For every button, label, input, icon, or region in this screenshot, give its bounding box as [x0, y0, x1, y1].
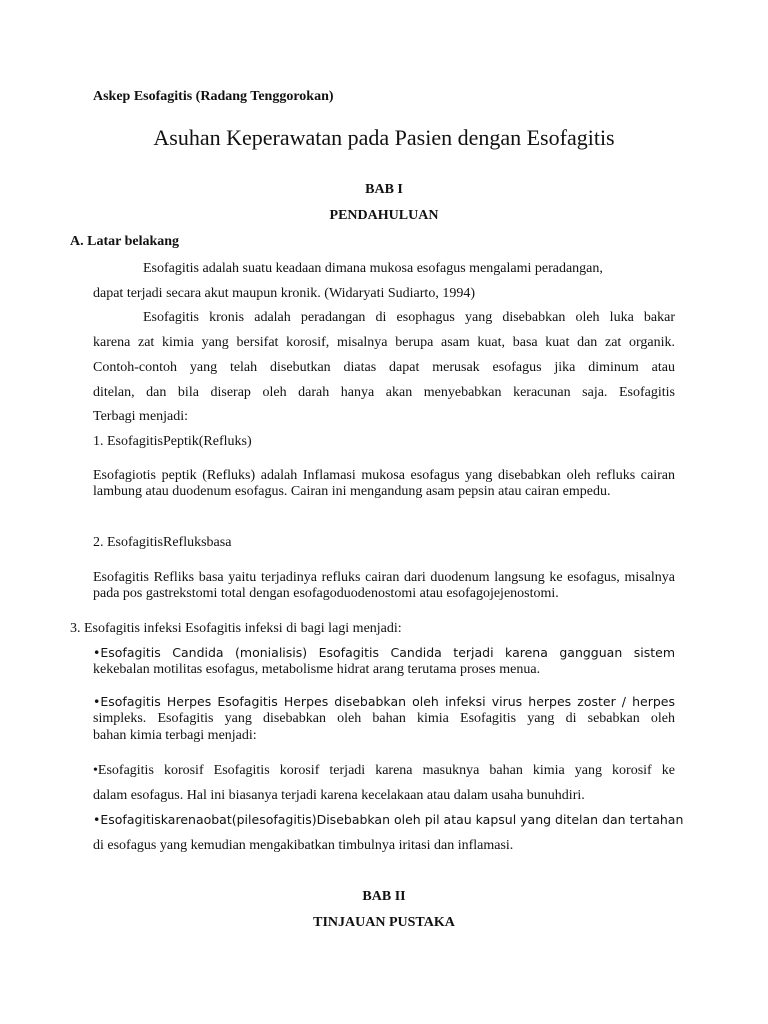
- list-item-heading: 1. EsofagitisPeptik(Refluks): [93, 434, 252, 449]
- chapter-number: BAB I: [365, 182, 403, 197]
- chapter-title: PENDAHULUAN: [329, 208, 439, 223]
- bullet-line: bahan kimia terbagi menjadi:: [93, 728, 257, 743]
- paragraph-line: Esofagitis adalah suatu keadaan dimana mukosa esofagus mengalami peradangan,: [143, 261, 603, 276]
- bullet-line: •Esofagitiskarenaobat(pilesofagitis)Disebabkan oleh pil atau kapsul yang ditelan dan tertahan: [93, 812, 684, 827]
- bullet-line: kekebalan motilitas esofagus, metabolisme hidrat arang terutama proses menua.: [93, 662, 541, 677]
- bullet-line: •Esofagitis Herpes Esofagitis Herpes disebabkan oleh infeksi virus herpes zoster / herpes: [93, 694, 675, 709]
- list-item-text: Esofagiotis peptik (Refluks) adalah Inflamasi mukosa esofagus yang disebabkan oleh refluks cairan lambung atau duodenum esofagus. Cairan ini mengandung asam pepsin atau cairan empedu.: [93, 468, 675, 499]
- bullet-line: simpleks. Esofagitis yang disebabkan oleh bahan kimia Esofagitis yang di sebabkan oleh: [93, 711, 675, 726]
- bullet-line: •Esofagitis Candida (monialisis) Esofagitis Candida terjadi karena gangguan sistem: [93, 645, 675, 660]
- paragraph-line: dapat terjadi secara akut maupun kronik. (Widaryati Sudiarto, 1994): [93, 286, 475, 301]
- document-title: Asuhan Keperawatan pada Pasien dengan Esofagitis: [153, 125, 615, 150]
- bullet-line: di esofagus yang kemudian mengakibatkan timbulnya iritasi dan inflamasi.: [93, 838, 514, 853]
- bullet-line: dalam esofagus. Hal ini biasanya terjadi karena kecelakaan atau dalam usaha bunuhdiri.: [93, 788, 585, 803]
- list-item-heading: 3. Esofagitis infeksi Esofagitis infeksi di bagi lagi menjadi:: [70, 621, 402, 636]
- chapter-title: TINJAUAN PUSTAKA: [313, 915, 455, 930]
- paragraph-line: Terbagi menjadi:: [93, 409, 189, 424]
- document-header: Askep Esofagitis (Radang Tenggorokan): [93, 89, 334, 104]
- chapter-number: BAB II: [362, 889, 406, 904]
- list-item-text: Esofagitis Refliks basa yaitu terjadinya refluks cairan dari duodenum langsung ke esofagus, misalnya pada pos gastrekstomi total dengan esofagoduodenostomi atau esofagojejenostomi.: [93, 570, 675, 601]
- paragraph-line: ditelan, dan bila diserap oleh darah hanya akan menyebabkan keracunan saja. Esofagitis: [93, 385, 675, 400]
- bullet-line: •Esofagitis korosif Esofagitis korosif terjadi karena masuknya bahan kimia yang korosif ke: [93, 763, 675, 778]
- section-heading: A. Latar belakang: [70, 234, 180, 249]
- paragraph-line: Esofagitis kronis adalah peradangan di esophagus yang disebabkan oleh luka bakar: [143, 310, 675, 325]
- list-item-heading: 2. EsofagitisRefluksbasa: [93, 535, 232, 550]
- paragraph-line: karena zat kimia yang bersifat korosif, misalnya berupa asam kuat, basa kuat dan zat organik.: [93, 335, 675, 350]
- paragraph-line: Contoh-contoh yang telah disebutkan diatas dapat merusak esofagus jika diminum atau: [93, 360, 675, 375]
